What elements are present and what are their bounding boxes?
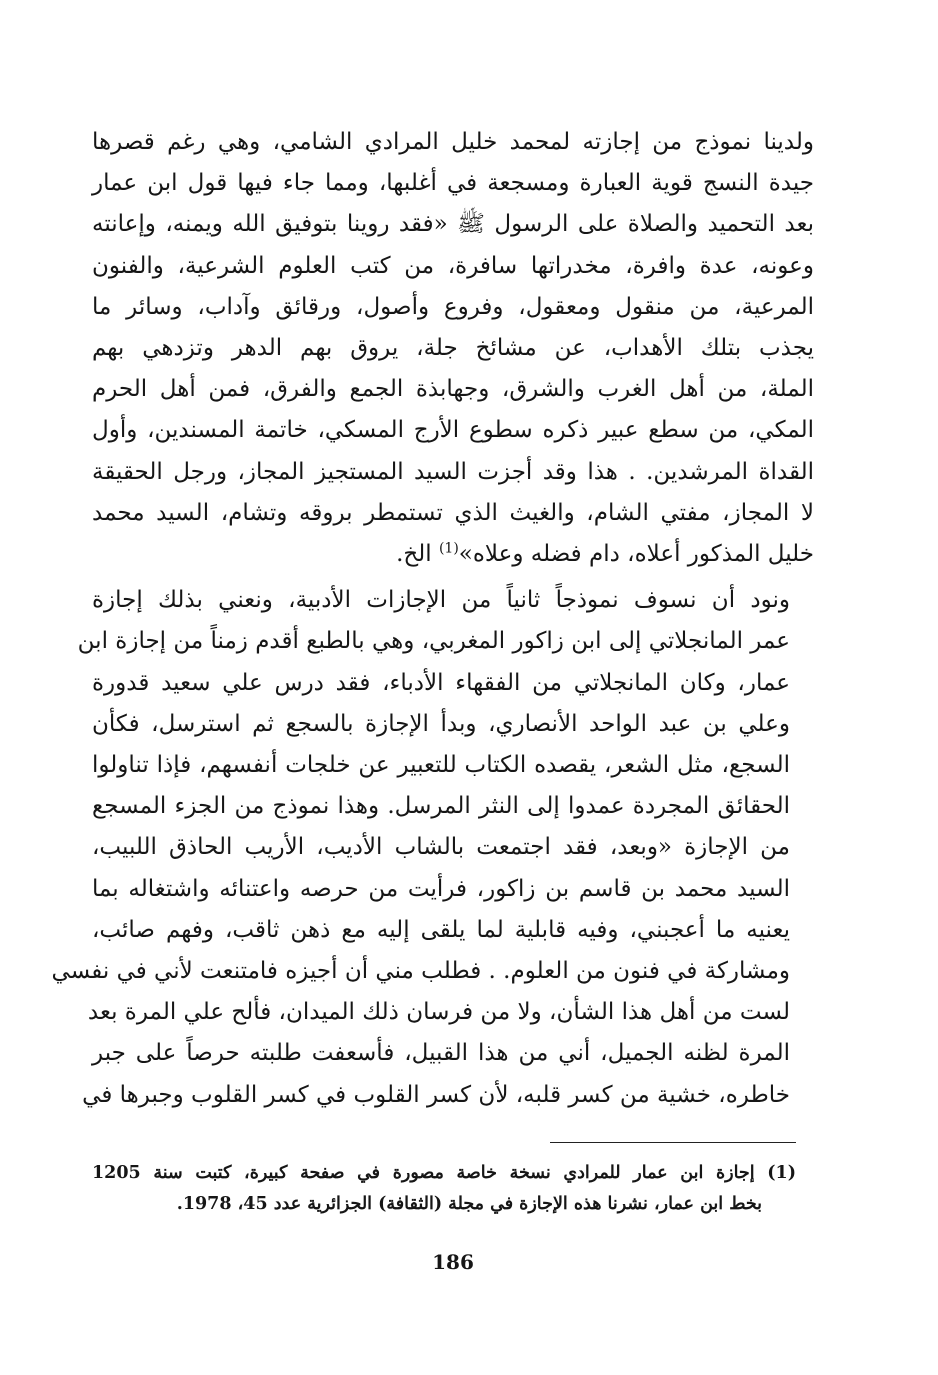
text-line: عمار، وكان المانجلاتي من الفقهاء الأدباء، فقد درس علي سعيد قدورة: [92, 669, 790, 696]
text-line: القداة المرشدين. . هذا وقد أجزت السيد المستجيز المجاز، ورجل الحقيقة: [92, 458, 814, 485]
text-line: لست من أهل هذا الشأن، ولا من فرسان ذلك الميدان، فألح علي المرة بعد: [87, 999, 790, 1026]
text-line: لا المجاز، مفتي الشام، والغيث الذي تستمطر بروقه وتشام، السيد محمد: [92, 499, 814, 526]
footnote: [92, 1158, 796, 1220]
text-line: يعنيه ما أعجبني، وفيه قابلية لما يلقى إليه مع ذهن ثاقب، وفهم صائب،: [92, 916, 790, 943]
text-line: المرة لظنه الجميل، أني من هذا القبيل، فأسعفت طلبته حرصاً على جبر: [92, 1040, 790, 1067]
text-line: الحقائق المجردة عمدوا إلى النثر المرسل. وهذا نموذج من الجزء المسجع: [92, 793, 790, 820]
paragraph-2: [51, 580, 814, 1116]
text-tail: الخ.: [396, 541, 439, 568]
text-line: ومشاركة في فنون من العلوم. . فطلب مني أن أجيزه فامتنعت لأني في نفسي: [51, 958, 790, 985]
text-line: المرعية، من منقول ومعقول، وفروع وأصول، ورقائق وآداب، وسائر ما: [92, 293, 814, 320]
footnote-reference: (1): [438, 540, 459, 557]
footnote-line: (1) إجازة ابن عمار للمرادي نسخة خاصة مصورة في صفحة كبيرة، كتبت سنة 1205: [92, 1163, 796, 1183]
footnote-line: بخط ابن عمار، نشرنا هذه الإجازة في مجلة (الثقافة) الجزائرية عدد 45، 1978.: [176, 1194, 762, 1214]
text-line: ولدينا نموذج من إجازته لمحمد خليل المرادي الشامي، وهي رغم قصرها: [92, 129, 814, 155]
text-line: السيد محمد بن قاسم بن زاكور، فرأيت من حرصه واعتنائه واشتغاله بما: [92, 875, 790, 902]
text-line: ونود أن نسوف نموذجاً ثانياً من الإجازات الأدبية، ونعني بذلك إجازة: [92, 587, 790, 614]
text-line: يجذب بتلك الأهداب، عن مشائخ جلة، يروق بهم الدهر وتزدهي بهم: [92, 335, 814, 362]
text-line: وعونه، عدة وافرة، مخدراتها سافرة، من كتب العلوم الشرعية، والفنون: [92, 252, 814, 279]
text-line: وعلي بن عبد الواحد الأنصاري، وبدأ الإجازة بالسجع ثم استرسل، فكأن: [92, 710, 790, 737]
text-line-last: [92, 534, 814, 575]
text-line: خليل المذكور أعلاه، دام فضله وعلاه»: [458, 541, 814, 568]
text-line: السجع، مثل الشعر، يقصده الكتاب للتعبير عن خلجات أنفسهم، فإذا تناولوا: [92, 752, 790, 779]
text-line: بعد التحميد والصلاة على الرسول ﷺ «فقد روينا بتوفيق الله ويمنه، وإعانته: [92, 211, 814, 238]
paragraph-1: [92, 122, 814, 575]
footnote-divider: [550, 1142, 796, 1143]
page-content: [51, 122, 814, 1322]
text-line: جيدة النسج قوية العبارة ومسجعة في أغلبها، ومما جاء فيها قول ابن عمار: [92, 170, 814, 197]
text-line: الملة، من أهل الغرب والشرق، وجهابذة الجمع والفرق، فمن أهل الحرم: [92, 376, 814, 403]
text-line: المكي، من سطع عبير ذكره سطوع الأرج المسكي، خاتمة المسندين، وأول: [92, 417, 814, 444]
text-line: عمر المانجلاتي إلى ابن زاكور المغربي، وهي بالطبع أقدم زمناً من إجازة ابن: [77, 628, 790, 655]
text-line: خاطره، خشية من كسر قلبه، لأن كسر القلوب في كسر القلوب وجبرها في: [82, 1081, 790, 1108]
page-number: 186: [432, 1250, 474, 1274]
text-line: من الإجازة «وبعد، فقد اجتمعت بالشاب الأديب، الأريب الحاذق اللبيب،: [92, 834, 790, 861]
